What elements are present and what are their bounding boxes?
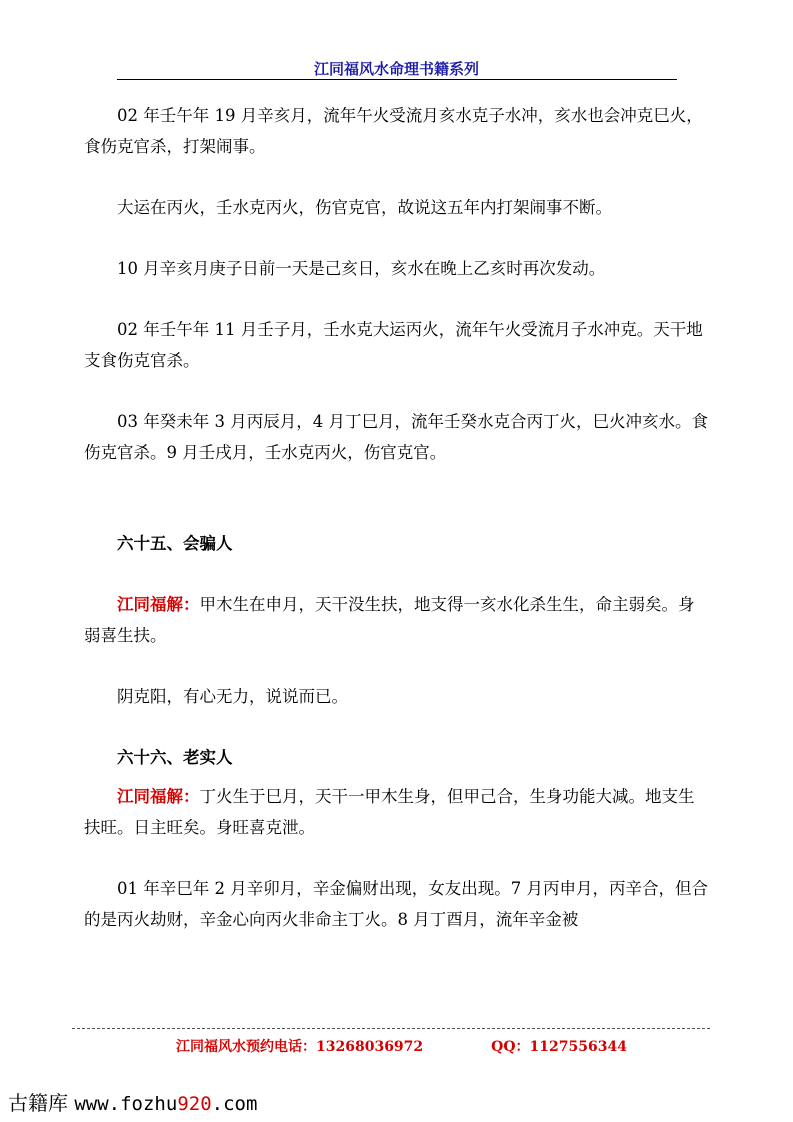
page-header-title: 江同福风水命理书籍系列 [313, 60, 479, 78]
watermark-url-prefix: www.fozhu [74, 1093, 178, 1115]
section-65-label: 江同福解： [117, 595, 200, 614]
footer-divider [72, 1028, 710, 1029]
document-body [84, 100, 708, 935]
paragraph-3: 10 月辛亥月庚子日前一天是己亥日，亥水在晚上乙亥时再次发动。 [117, 259, 606, 278]
paragraph-1: 02 年壬午年 19 月辛亥月，流年午火受流月亥水克子水冲，亥水也会冲克巳火，食伤克官杀，打架闹事。 [84, 106, 703, 156]
section-66-analysis [84, 781, 708, 843]
footer-qq: QQ：1127556344 [491, 1039, 627, 1055]
header-divider [117, 79, 677, 80]
section-66-text: 丁火生于巳月，天干一甲木生身，但甲己合，生身功能大减。地支生扶旺。日主旺矣。身旺喜克泄。 [84, 787, 695, 837]
paragraph-5: 03 年癸未年 3 月丙辰月，4 月丁巳月，流年壬癸水克合丙丁火，巳火冲亥水。食伤克官杀。9 月壬戌月，壬水克丙火，伤官克官。 [84, 412, 708, 462]
paragraph-2: 大运在丙火，壬水克丙火，伤官克官，故说这五年内打架闹事不断。 [117, 198, 612, 217]
section-65-heading: 六十五、会骗人 [117, 534, 233, 553]
site-watermark [8, 1087, 257, 1116]
section-65-analysis [84, 589, 708, 651]
section-65-text: 甲木生在申月，天干没生扶，地支得一亥水化杀生生，命主弱矣。身弱喜生扶。 [84, 595, 695, 645]
footer-phone: 江同福风水预约电话：13268036972 [176, 1039, 424, 1055]
watermark-url-suffix: .com [211, 1093, 258, 1115]
watermark-url-number: 920 [177, 1093, 212, 1115]
paragraph-4: 02 年壬午年 11 月壬子月，壬水克大运丙火，流年午火受流月子水冲克。天干地支食伤克官杀。 [84, 320, 703, 370]
section-66-paragraph-2: 01 年辛巳年 2 月辛卯月，辛金偏财出现，女友出现。7 月丙申月，丙辛合，但合的是丙火劫财，辛金心向丙火非命主丁火。8 月丁酉月，流年辛金被 [84, 879, 708, 929]
footer-contact [176, 1036, 627, 1056]
watermark-url [74, 1093, 257, 1115]
watermark-name: 古籍库 [8, 1091, 68, 1115]
section-65-paragraph-2: 阴克阳，有心无力，说说而已。 [117, 687, 348, 706]
section-66-label: 江同福解： [117, 787, 200, 806]
section-66-heading: 六十六、老实人 [117, 748, 233, 767]
